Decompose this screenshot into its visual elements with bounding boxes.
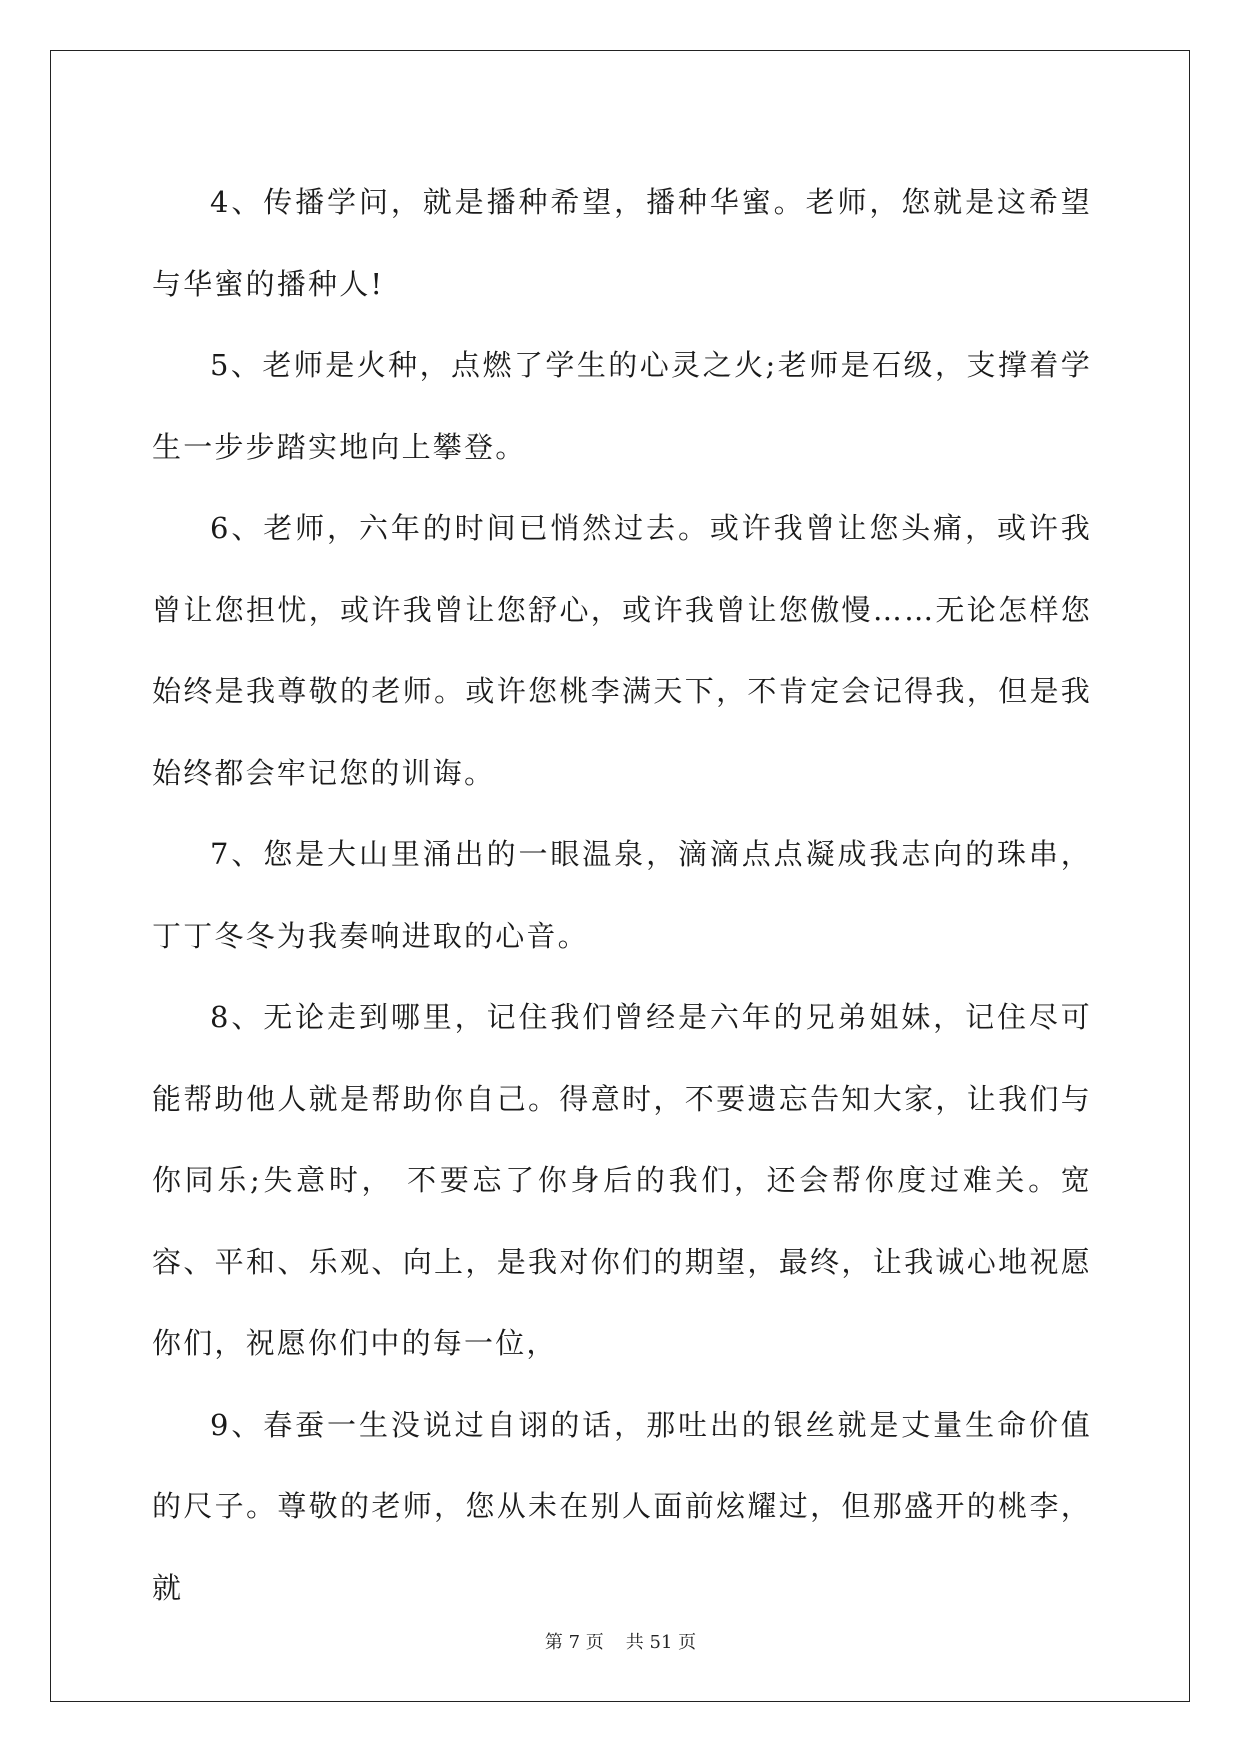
paragraph-9: 9、春蚕一生没说过自诩的话，那吐出的银丝就是丈量生命价值的尺子。尊敬的老师，您从未在别人面前炫耀过，但那盛开的桃李，就 — [152, 1407, 1092, 1605]
page-total: 共 51 页 — [625, 1632, 697, 1653]
page-number: 第 7 页 — [544, 1632, 604, 1653]
paragraph-7: 7、您是大山里涌出的一眼温泉，滴滴点点凝成我志向的珠串，丁丁冬冬为我奏响进取的心音。 — [152, 837, 1092, 953]
paragraph-6: 6、老师，六年的时间已悄然过去。或许我曾让您头痛，或许我曾让您担忧，或许我曾让您舒心，或许我曾让您傲慢……无论怎样您始终是我尊敬的老师。或许您桃李满天下，不肯定会记得我，但是我始终都会牢记您的训诲。 — [152, 511, 1092, 790]
paragraph-5: 5、老师是火种，点燃了学生的心灵之火;老师是石级，支撑着学生一步步踏实地向上攀登。 — [152, 348, 1092, 464]
page-footer — [0, 1628, 1241, 1654]
document-body — [152, 162, 1092, 1629]
paragraph-4: 4、传播学问，就是播种希望，播种华蜜。老师，您就是这希望与华蜜的播种人! — [152, 185, 1092, 301]
paragraph-8: 8、无论走到哪里，记住我们曾经是六年的兄弟姐妹，记住尽可能帮助他人就是帮助你自己。得意时，不要遗忘告知大家，让我们与你同乐;失意时， 不要忘了你身后的我们，还会帮你度过难关。宽容、平和、乐观、向上，是我对你们的期望，最终，让我诚心地祝愿你们，祝愿你们中的每一位， — [152, 1000, 1092, 1360]
